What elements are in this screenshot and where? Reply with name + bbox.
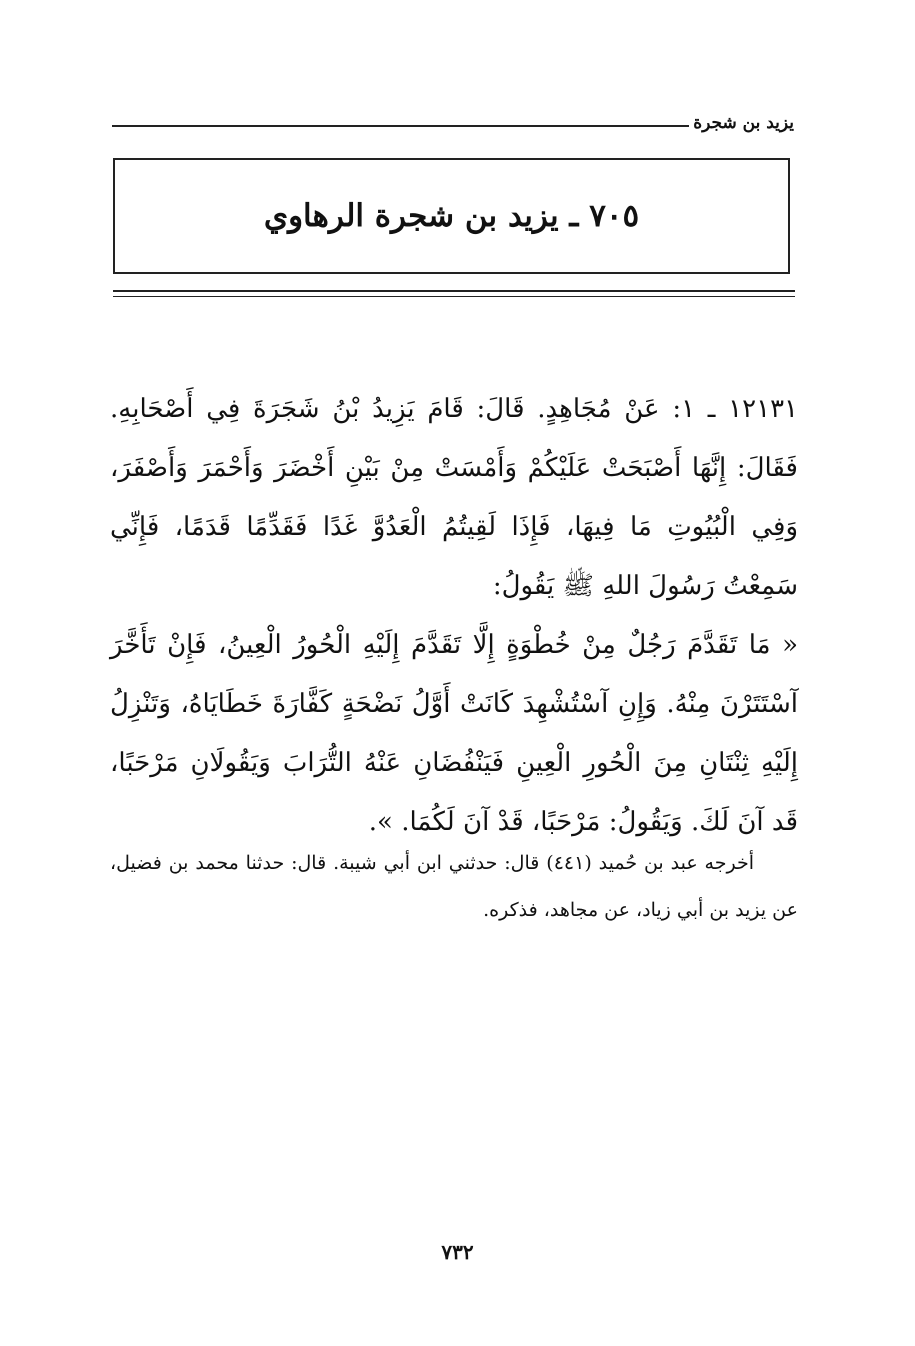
hadith-intro: ١٢١٣١ ـ ١: عَنْ مُجَاهِدٍ. قَالَ: قَامَ يَزِيدُ بْنُ شَجَرَةَ فِي أَصْحَابِهِ. فَقَالَ: إِنَّهَا أَصْبَحَتْ عَلَيْكُمْ وَأَمْسَتْ مِنْ بَيْنِ أَخْضَرَ وَأَحْمَرَ وَأَصْفَرَ، وَفِي الْبُيُوتِ مَا فِيهَا، فَإِذَا لَقِيتُمُ الْعَدُوَّ غَدًا فَقَدِّمًا قَدَمًا، فَإِنِّي سَمِعْتُ رَسُولَ اللهِ ﷺ يَقُولُ: [110, 394, 798, 601]
takhrij-note [110, 840, 798, 934]
divider-rule-thick [113, 290, 795, 292]
takhrij-text: أخرجه عبد بن حُميد (٤٤١) قال: حدثني ابن أبي شيبة. قال: حدثنا محمد بن فضيل، عن يزيد بن أبي زياد، عن مجاهد، فذكره. [110, 852, 798, 921]
running-head [112, 108, 794, 138]
page-number: ٧٣٢ [441, 1240, 474, 1264]
hadith-text [110, 380, 798, 852]
running-head-text: يزيد بن شجرة [693, 113, 794, 133]
chapter-title-box [113, 158, 790, 274]
hadith-quote: « مَا تَقَدَّمَ رَجُلٌ مِنْ خُطْوَةٍ إِلَّا تَقَدَّمَ إِلَيْهِ الْحُورُ الْعِينُ، فَإِنْ تَأَخَّرَ آسْتَتَرْنَ مِنْهُ. وَإِنِ آسْتُشْهِدَ كَانَتْ أَوَّلُ نَضْحَةٍ كَفَّارَةَ خَطَايَاهُ، وَتَنْزِلُ إِلَيْهِ ثِنْتَانِ مِنَ الْحُورِ الْعِينِ فَيَنْفُضَانِ عَنْهُ التُّرَابَ وَيَقُولَانِ مَرْحَبًا، قَد آنَ لَكَ. وَيَقُولُ: مَرْحَبًا، قَدْ آنَ لَكُمَا. ». [110, 630, 798, 837]
chapter-title: ٧٠٥ ـ يزيد بن شجرة الرهاوي [263, 198, 640, 234]
divider-rule-thin [113, 296, 795, 297]
running-head-rule [112, 125, 689, 127]
